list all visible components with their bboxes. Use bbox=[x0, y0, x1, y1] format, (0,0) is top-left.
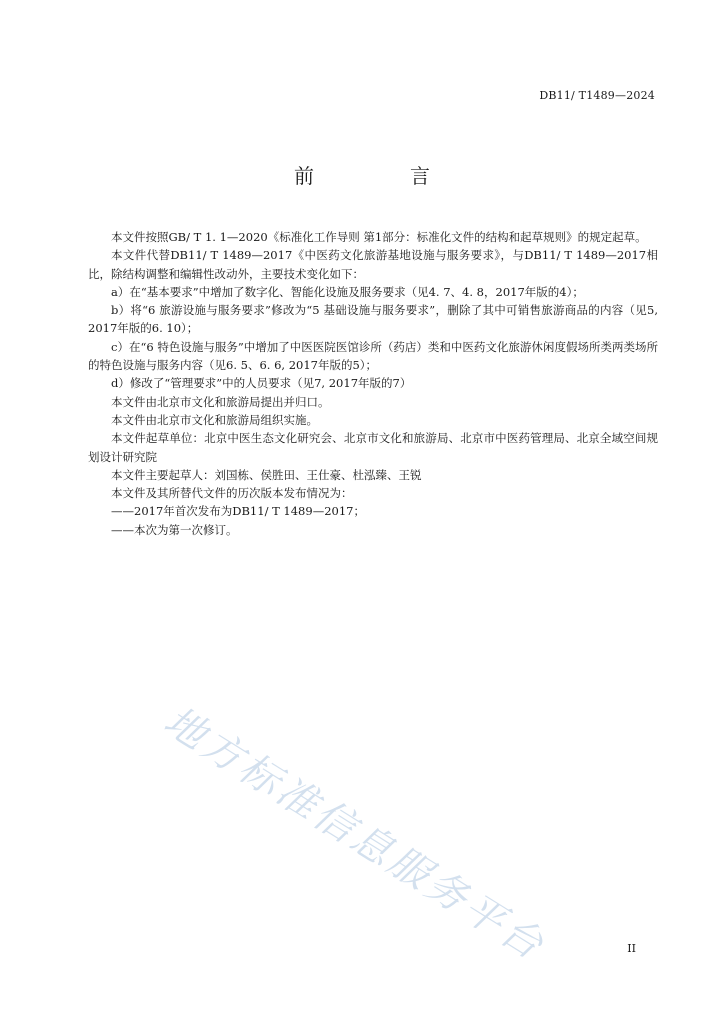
paragraph-drafters: 本文件主要起草人：刘国栋、侯胜田、王仕豪、杜泓臻、王锐 bbox=[111, 467, 422, 482]
watermark: 地方标准信息服务平台 bbox=[155, 697, 554, 971]
paragraph-replacement: 本文件代替DB11/ T 1489—2017《中医药文化旅游基地设施与服务要求》，与DB11/ T 1489—2017相比，除结构调整和编辑性改动外，主要技术变化如下： bbox=[88, 248, 658, 281]
change-item-d: d）修改了“管理要求”中的人员要求（见7, 2017年版的7） bbox=[111, 376, 412, 391]
paragraph-version-history: 本文件及其所替代文件的历次版本发布情况为： bbox=[111, 486, 353, 501]
change-item-c: c）在“6 特色设施与服务”中增加了中医医院医馆诊所（药店）类和中医药文化旅游休闲度假场所类两类场所的特色设施与服务内容（见6. 5、6. 6, 2017年版的5）； bbox=[88, 339, 658, 373]
change-item-b: b）将“6 旅游设施与服务要求”修改为“5 基础设施与服务要求”，删除了其中可销售旅游商品的内容（见5, 2017年版的6. 10）； bbox=[88, 303, 658, 336]
document-code: DB11/ T1489—2024 bbox=[539, 89, 655, 102]
paragraph-drafting-rule: 本文件按照GB/ T 1. 1—2020《标准化工作导则 第1部分：标准化文件的结构和起草规则》的规定起草。 bbox=[111, 230, 647, 244]
paragraph-implementer: 本文件由北京市文化和旅游局组织实施。 bbox=[111, 412, 318, 427]
history-item-2017: ——2017年首次发布为DB11/ T 1489—2017； bbox=[111, 504, 365, 519]
paragraph-drafting-units: 本文件起草单位：北京中医生态文化研究会、北京市文化和旅游局、北京市中医药管理局、北京全域空间规划设计研究院 bbox=[88, 431, 658, 464]
page-title: 前 言 bbox=[294, 164, 468, 188]
page-number: II bbox=[627, 942, 636, 955]
change-item-a: a）在“基本要求”中增加了数字化、智能化设施及服务要求（见4. 7、4. 8，2017年版的4）； bbox=[111, 284, 584, 299]
paragraph-proposer: 本文件由北京市文化和旅游局提出并归口。 bbox=[111, 394, 330, 409]
foreword-body bbox=[88, 228, 658, 539]
history-item-current: ——本次为第一次修订。 bbox=[111, 522, 238, 537]
